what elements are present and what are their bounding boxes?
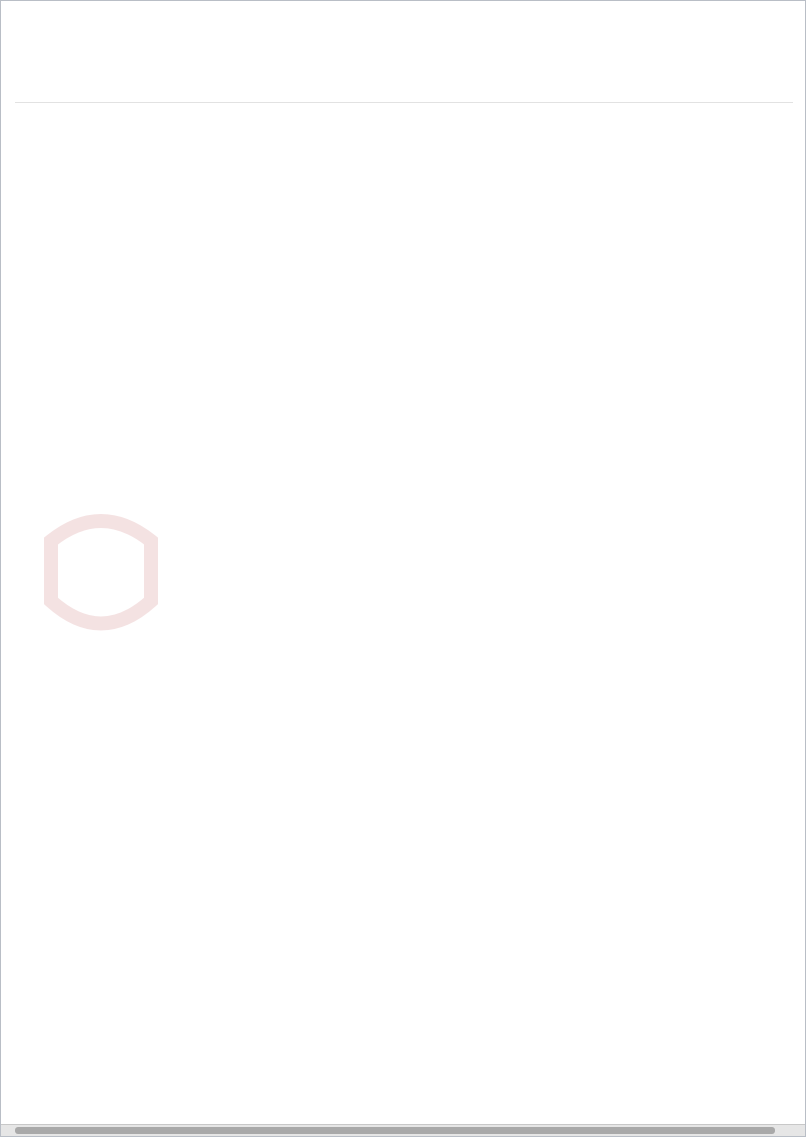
scrollbar-thumb[interactable] bbox=[15, 1127, 775, 1134]
notice-header bbox=[15, 23, 793, 103]
notice-body bbox=[21, 119, 787, 779]
horizontal-scrollbar[interactable] bbox=[1, 1124, 806, 1136]
notice-number-row bbox=[779, 33, 785, 59]
issue-date-row bbox=[779, 69, 785, 95]
issuing-branch-row bbox=[377, 69, 383, 95]
case-number-row bbox=[377, 33, 383, 59]
